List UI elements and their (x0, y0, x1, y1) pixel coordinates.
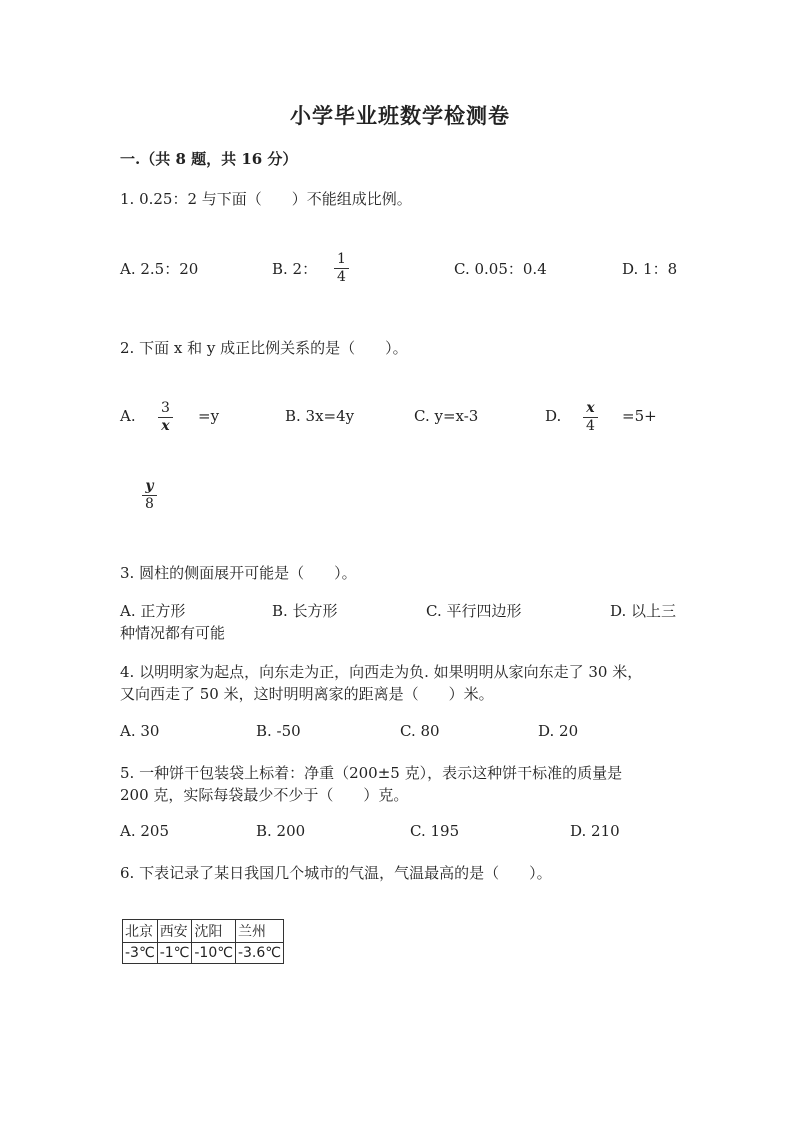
question-5-stem-line-2: 200 克，实际每袋最少不少于（ ）克。 (120, 786, 409, 804)
table-row (123, 920, 284, 943)
question-4-option-d[interactable]: D. 20 (538, 722, 579, 740)
question-3-option-a[interactable]: A. 正方形 (120, 602, 186, 620)
question-5-option-a[interactable]: A. 205 (120, 822, 169, 840)
question-2-option-d-label[interactable]: D. (545, 407, 562, 425)
fraction-numerator: 3 (158, 400, 173, 418)
question-5-option-b[interactable]: B. 200 (256, 822, 306, 840)
fraction-numerator: y (142, 478, 157, 496)
table-cell-city: 沈阳 (192, 920, 236, 943)
fraction-denominator: 4 (337, 269, 346, 285)
table-cell-temp: -3.6℃ (235, 943, 283, 964)
question-3-stem: 3. 圆柱的侧面展开可能是（ ）。 (120, 564, 357, 582)
question-6-stem: 6. 下表记录了某日我国几个城市的气温，气温最高的是（ ）。 (120, 864, 552, 882)
question-4-option-b[interactable]: B. -50 (256, 722, 301, 740)
question-1-option-c[interactable]: C. 0.05：0.4 (454, 260, 547, 278)
table-cell-city: 西安 (157, 920, 192, 943)
table-cell-temp: -1℃ (157, 943, 192, 964)
question-5-option-c[interactable]: C. 195 (410, 822, 460, 840)
fraction-denominator: x (161, 418, 170, 434)
question-2-stem: 2. 下面 x 和 y 成正比例关系的是（ ）。 (120, 339, 408, 357)
table-cell-city: 北京 (123, 920, 158, 943)
page-title: 小学毕业班数学检测卷 (290, 103, 510, 128)
question-3-option-d-continued: 种情况都有可能 (120, 624, 226, 642)
question-2-option-c[interactable]: C. y=x-3 (414, 407, 479, 425)
fraction-numerator: x (583, 400, 598, 418)
fraction-numerator: 1 (334, 251, 349, 269)
table-row (123, 943, 284, 964)
question-2-option-d-fraction (583, 400, 598, 435)
table-cell-temp: -10℃ (192, 943, 236, 964)
question-1-stem: 1. 0.25：2 与下面（ ）不能组成比例。 (120, 190, 412, 208)
question-1-option-b-label[interactable]: B. 2： (272, 260, 318, 278)
question-5-stem-line-1: 5. 一种饼干包装袋上标着：净重（200±5 克），表示这种饼干标准的质量是 (120, 764, 623, 782)
temperature-table (122, 919, 284, 964)
question-1-option-b-fraction (334, 251, 349, 286)
table-cell-temp: -3℃ (123, 943, 158, 964)
question-4-stem-line-2: 又向西走了 50 米，这时明明离家的距离是（ ）米。 (120, 685, 494, 703)
question-2-option-d-suffix: =5+ (622, 407, 657, 425)
section-heading: 一.（共 8 题，共 16 分） (120, 150, 298, 168)
question-2-option-b[interactable]: B. 3x=4y (285, 407, 355, 425)
question-3-option-b[interactable]: B. 长方形 (272, 602, 338, 620)
question-3-option-d[interactable]: D. 以上三 (610, 602, 677, 620)
question-2-option-d-fraction-2 (142, 478, 157, 513)
question-3-option-c[interactable]: C. 平行四边形 (426, 602, 522, 620)
question-2-option-a-fraction (158, 400, 173, 435)
question-5-option-d[interactable]: D. 210 (570, 822, 620, 840)
question-1-option-d[interactable]: D. 1：8 (622, 260, 678, 278)
table-cell-city: 兰州 (235, 920, 283, 943)
question-4-option-a[interactable]: A. 30 (120, 722, 160, 740)
question-2-option-a-suffix: =y (198, 407, 220, 425)
fraction-denominator: 4 (586, 418, 595, 434)
question-1-option-a[interactable]: A. 2.5：20 (120, 260, 199, 278)
question-4-option-c[interactable]: C. 80 (400, 722, 440, 740)
fraction-denominator: 8 (145, 496, 154, 512)
question-2-option-a-label[interactable]: A. (120, 407, 136, 425)
question-4-stem-line-1: 4. 以明明家为起点，向东走为正，向西走为负. 如果明明从家向东走了 30 米， (120, 663, 643, 681)
